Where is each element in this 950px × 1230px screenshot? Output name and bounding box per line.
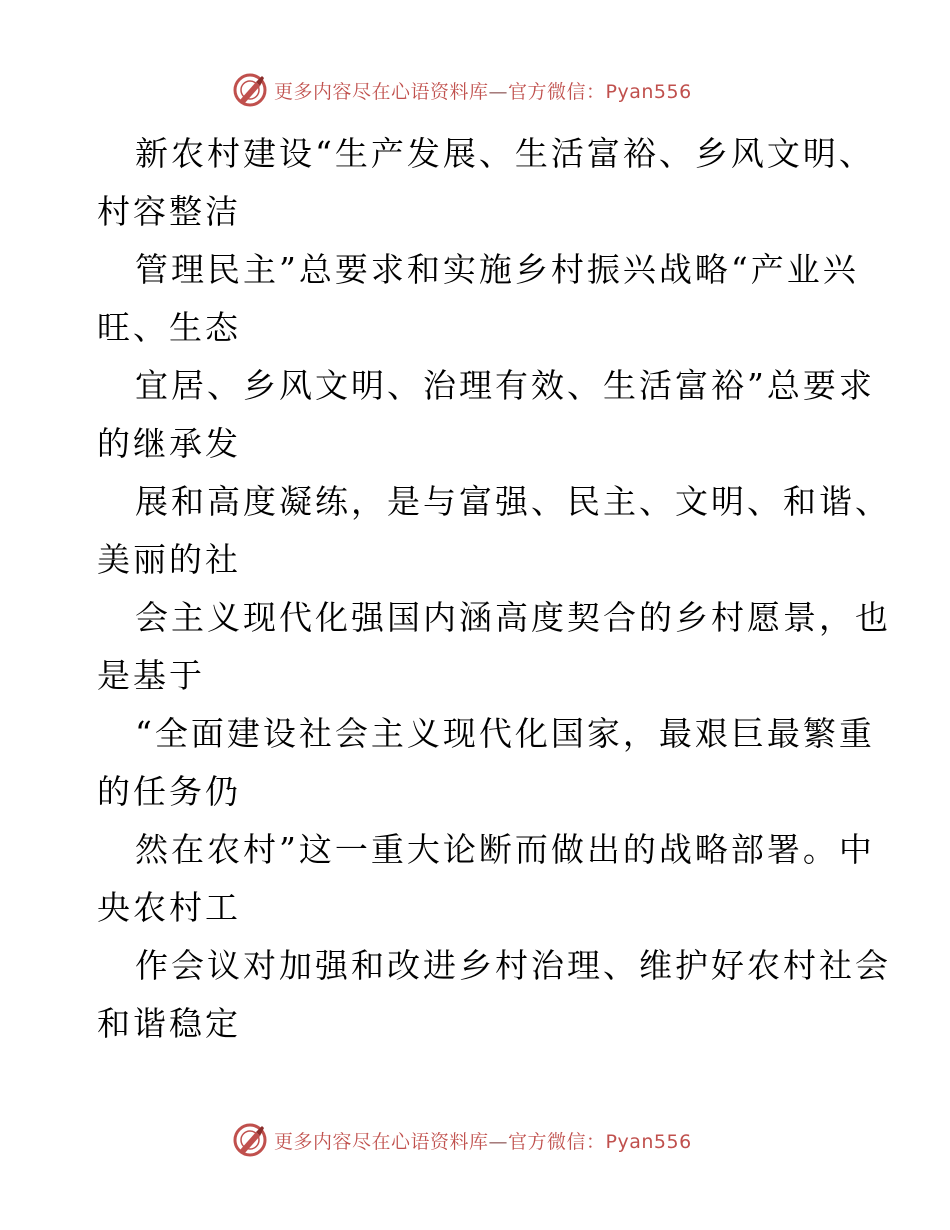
body-line: 的继承发: [97, 424, 241, 463]
wechat-label: 官方微信：: [508, 1130, 606, 1153]
body-line: 管理民主”总要求和实施乡村振兴战略“产业兴: [135, 250, 859, 289]
body-line: 会主义现代化强国内涵高度契合的乡村愿景，也: [135, 598, 891, 637]
watermark-text: 更多内容尽在心语资料库: [274, 1130, 489, 1153]
watermark-separator: —: [488, 1130, 509, 1153]
wechat-label: 官方微信：: [508, 80, 606, 103]
pen-logo-icon: [232, 72, 268, 108]
wechat-id: Pyan556: [605, 1130, 692, 1153]
body-line: 旺、生态: [97, 308, 241, 347]
body-line: “全面建设社会主义现代化国家，最艰巨最繁重: [135, 714, 875, 753]
body-line: 央农村工: [97, 888, 241, 927]
body-line: 作会议对加强和改进乡村治理、维护好农村社会: [135, 946, 891, 985]
watermark-separator: —: [488, 80, 509, 103]
body-line: 和谐稳定: [97, 1004, 241, 1043]
watermark-text: 更多内容尽在心语资料库: [274, 80, 489, 103]
body-line: 展和高度凝练，是与富强、民主、文明、和谐、: [135, 482, 891, 521]
pen-logo-icon: [232, 1122, 268, 1158]
footer-watermark: [232, 1120, 732, 1160]
document-body: [97, 125, 891, 1053]
body-line: 美丽的社: [97, 540, 241, 579]
body-line: 村容整洁: [97, 192, 241, 231]
body-line: 宜居、乡风文明、治理有效、生活富裕”总要求: [135, 366, 875, 405]
body-line: 新农村建设“生产发展、生活富裕、乡风文明、: [135, 134, 875, 173]
body-line: 然在农村”这一重大论断而做出的战略部署。中: [135, 830, 875, 869]
wechat-id: Pyan556: [605, 80, 692, 103]
header-watermark: [232, 70, 732, 110]
body-line: 是基于: [97, 656, 205, 695]
body-line: 的任务仍: [97, 772, 241, 811]
